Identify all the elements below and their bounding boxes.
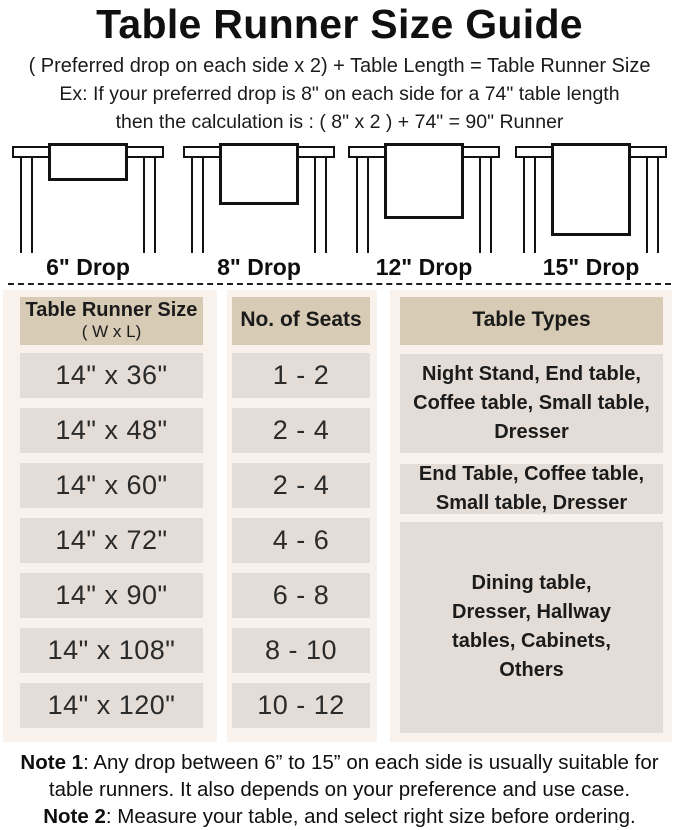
table-figure-15in: [515, 141, 667, 253]
column-runner-size: [3, 290, 217, 742]
size-cell: 14" x 72": [20, 518, 203, 563]
table-figure-8in: [183, 141, 335, 253]
note-1: [8, 749, 672, 803]
seats-cell: 2 - 4: [232, 408, 370, 453]
page-title: Table Runner Size Guide: [96, 1, 583, 47]
page-header: [0, 0, 679, 136]
note-1-label: Note 1: [20, 750, 84, 774]
size-guide-table: [3, 290, 679, 742]
seats-cell: 8 - 10: [232, 628, 370, 673]
drop-labels-row: [0, 253, 679, 282]
table-leg-icon: [143, 156, 156, 253]
table-leg-icon: [356, 156, 369, 253]
table-leg-icon: [523, 156, 536, 253]
column-seats: [227, 290, 377, 742]
drop-label: 6" Drop: [46, 253, 130, 280]
table-leg-icon: [20, 156, 33, 253]
seats-cell: 6 - 8: [232, 573, 370, 618]
runner-rect-icon: [551, 143, 631, 236]
size-cell: 14" x 36": [20, 353, 203, 398]
note-1-text: : Any drop between 6” to 15” on each side is usually suitable for table runners. It also depends on your preference and use case.: [48, 750, 659, 801]
example-line-1: Ex: If your preferred drop is 8" on each side for a 74" table length: [59, 82, 620, 105]
column-header-seats: No. of Seats: [232, 297, 370, 345]
header-line-2: ( W x L): [81, 322, 142, 342]
drop-label: 15" Drop: [542, 253, 640, 280]
formula-text: ( Preferred drop on each side x 2) + Table Length = Table Runner Size: [28, 54, 651, 77]
size-cell: 14" x 90": [20, 573, 203, 618]
table-leg-icon: [314, 156, 327, 253]
column-header-types: Table Types: [400, 297, 663, 345]
size-cell: 14" x 48": [20, 408, 203, 453]
table-leg-icon: [191, 156, 204, 253]
seats-cell: 10 - 12: [232, 683, 370, 728]
seats-cell: 1 - 2: [232, 353, 370, 398]
size-cell: 14" x 108": [20, 628, 203, 673]
types-group-cell: Dining table, Dresser, Hallway tables, Cabinets, Others: [400, 522, 663, 733]
footer-notes: [0, 749, 679, 830]
drop-illustrations: [0, 141, 679, 253]
table-figure-12in: [348, 141, 500, 253]
runner-rect-icon: [48, 143, 128, 181]
table-leg-icon: [479, 156, 492, 253]
example-line-2: then the calculation is : ( 8" x 2 ) + 74" = 90" Runner: [115, 111, 564, 134]
runner-rect-icon: [219, 143, 299, 205]
column-header-runner-size: [20, 297, 203, 345]
table-leg-icon: [646, 156, 659, 253]
note-2-text: : Measure your table, and select right size before ordering.: [105, 804, 636, 828]
size-cell: 14" x 120": [20, 683, 203, 728]
header-line-1: Table Runner Size: [25, 299, 198, 322]
column-table-types: [390, 290, 672, 742]
runner-rect-icon: [384, 143, 464, 219]
table-figure-6in: [12, 141, 164, 253]
note-2-label: Note 2: [43, 804, 106, 828]
types-group-cell: End Table, Coffee table, Small table, Dresser: [400, 464, 663, 514]
drop-label: 12" Drop: [375, 253, 473, 280]
size-cell: 14" x 60": [20, 463, 203, 508]
seats-cell: 4 - 6: [232, 518, 370, 563]
types-group-cell: Night Stand, End table, Coffee table, Small table, Dresser: [400, 354, 663, 453]
seats-cell: 2 - 4: [232, 463, 370, 508]
dashed-divider: [8, 283, 671, 285]
drop-label: 8" Drop: [217, 253, 301, 280]
